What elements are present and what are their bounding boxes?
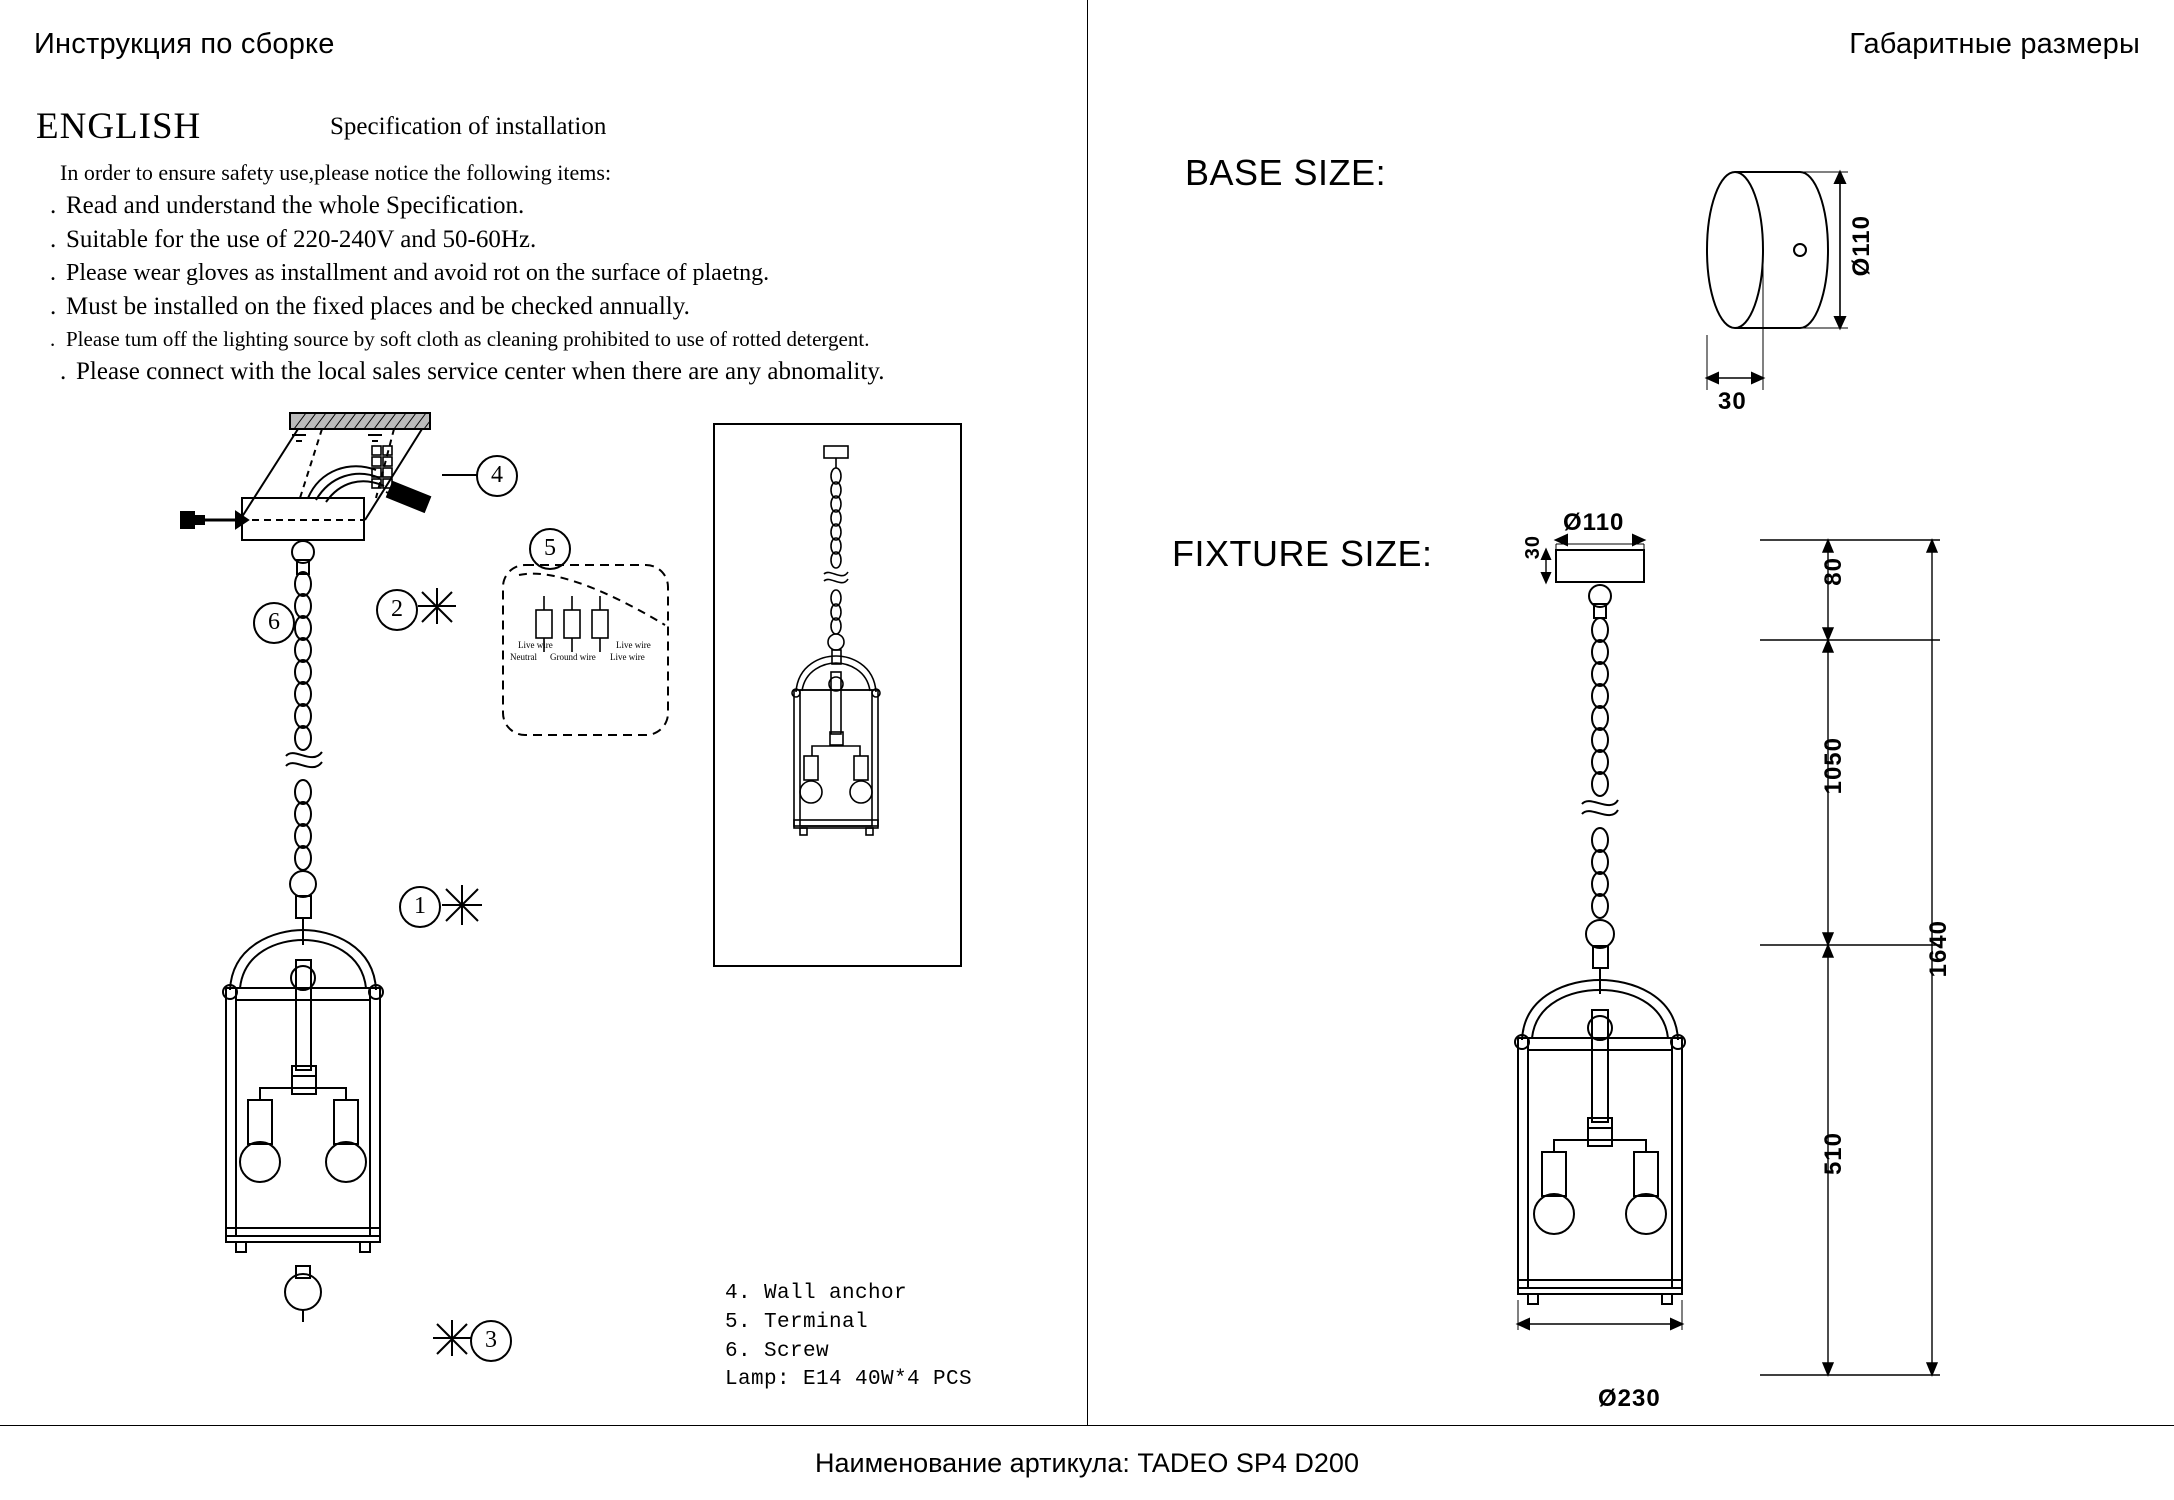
spec-item: Read and understand the whole Specification. (66, 192, 525, 219)
specification-list: . Read and understand the whole Specification. . Suitable for the use of 220-240V and 50-60Hz. . Please wear gloves as installment and avoid rot on the surface of plaetng. . Must be installed on the fixed places and be checked annually. . Please tum off the lighting source by soft cloth as cleaning prohibited to use of rotted detergent. . Please connect with the local sales service center when there are any abnomality. (50, 192, 885, 385)
specification-subtitle: Specification of installation (330, 113, 607, 140)
wiring-label-live-3: Live wire (616, 640, 651, 650)
dim-1050: 1050 (1820, 737, 1847, 795)
dim-1640: 1640 (1925, 920, 1952, 978)
spec-item: Please wear gloves as installment and avoid rot on the surface of plaetng. (66, 260, 770, 286)
english-heading: ENGLISH (36, 106, 202, 147)
spec-item: Please tum off the lighting source by soft cloth as cleaning prohibited to use of rotted detergent. (66, 327, 870, 351)
base-diameter-dim: Ø110 (1848, 215, 1875, 277)
callout-1-marker (432, 875, 492, 935)
parts-item: Lamp: E14 40W*4 PCS (725, 1368, 973, 1392)
parts-list (725, 1280, 972, 1395)
wiring-label-neutral: Neutral (510, 652, 537, 662)
wiring-label-live: Live wire (610, 652, 645, 662)
callout-2-marker (410, 580, 464, 634)
spec-item: Please connect with the local sales service center when there are any abnomality. (76, 358, 885, 385)
wiring-detail-box (498, 560, 673, 740)
fixture-size-drawing (1460, 500, 1790, 1400)
callout-4: 4 (476, 455, 518, 497)
callout-5: 5 (529, 528, 571, 570)
base-size-label: BASE SIZE: (1185, 152, 1387, 193)
dim-80: 80 (1820, 557, 1847, 586)
spec-item: Suitable for the use of 220-240V and 50-60Hz. (66, 226, 537, 253)
callout-1: 1 (399, 886, 441, 928)
callout-3: 3 (470, 1320, 512, 1362)
wiring-label-live-2: Live wire (518, 640, 553, 650)
spec-item: Must be installed on the fixed places and be checked annually. (66, 293, 690, 320)
base-size-drawing (1600, 150, 1940, 410)
callout-4-leader (440, 455, 486, 495)
article-name: Наименование артикула: TADEO SP4 D200 (815, 1448, 1359, 1478)
wiring-label-ground: Ground wire (550, 652, 596, 662)
page-title-left: Инструкция по сборке (34, 28, 335, 60)
inset-fixture-drawing (736, 440, 936, 940)
base-height-dim: 30 (1718, 388, 1747, 415)
vertical-divider (1087, 0, 1088, 1425)
callout-6: 6 (253, 602, 295, 644)
fixture-top-height-dim: 30 (1522, 535, 1544, 560)
callout-3-marker (425, 1312, 479, 1366)
dim-510: 510 (1820, 1132, 1847, 1176)
parts-item: 4. Wall anchor (725, 1282, 908, 1305)
parts-item: 5. Terminal (725, 1310, 869, 1334)
callout-2: 2 (376, 589, 418, 631)
fixture-top-diameter-dim: Ø110 (1563, 509, 1625, 536)
specification-intro: In order to ensure safety use,please notice the following items: (60, 160, 612, 185)
fixture-size-label: FIXTURE SIZE: (1172, 533, 1433, 574)
page-title-right: Габаритные размеры (1849, 28, 2140, 60)
parts-item: 6. Screw (725, 1339, 830, 1363)
fixture-bottom-diameter-dim: Ø230 (1598, 1385, 1661, 1412)
